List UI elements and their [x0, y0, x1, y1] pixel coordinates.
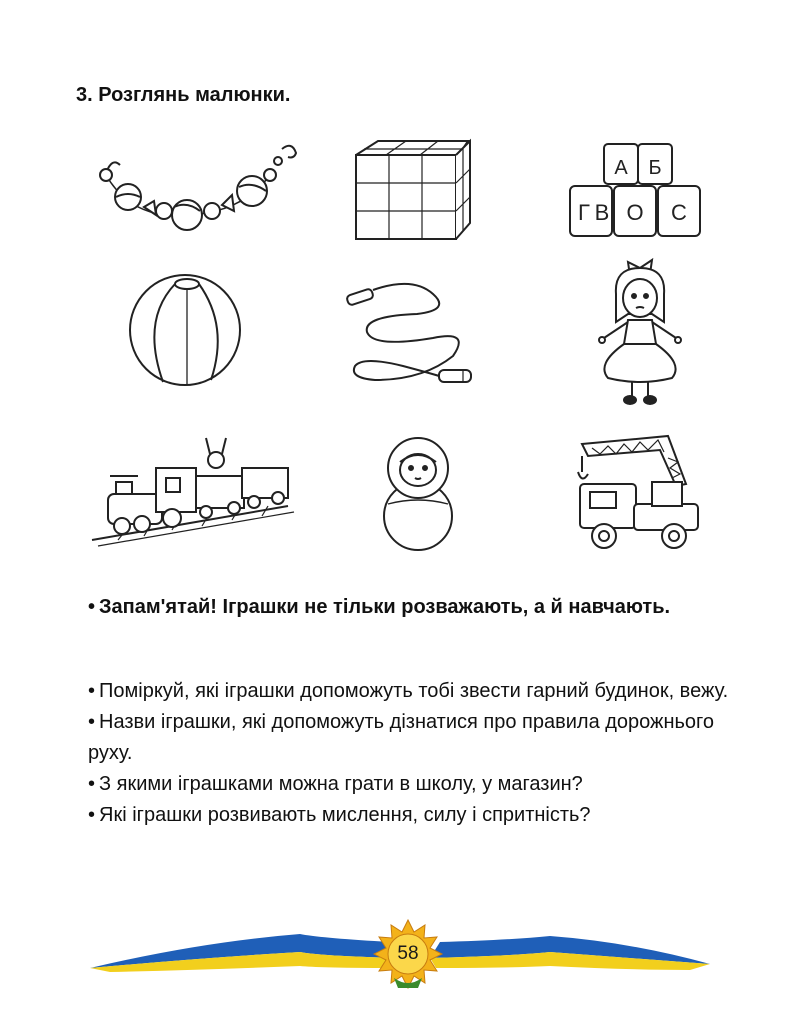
roly-poly-doll-picture: [378, 430, 458, 555]
block-letter: Б: [648, 157, 662, 179]
page-number: 58: [397, 943, 419, 964]
remember-text: Запам'ятай! Іграшки не тільки розважають, а й навчають.: [99, 596, 671, 618]
beads-picture: [92, 135, 302, 245]
block-letter: Г: [578, 200, 590, 225]
block-letter: С: [671, 200, 687, 225]
ball-picture: [125, 270, 245, 390]
block-letter: А: [614, 157, 628, 179]
question-item: [88, 769, 738, 800]
question-text: Назви іграшки, які допоможуть дізнатися про правила дорожнього руху.: [88, 711, 715, 764]
jump-rope-picture: [343, 276, 483, 396]
block-letter: В: [594, 200, 610, 225]
rubiks-cube-picture: [348, 135, 478, 245]
toy-train-picture: [88, 432, 303, 552]
bullet: •: [88, 680, 96, 702]
question-text: Поміркуй, які іграшки допоможуть тобі звести гарний будинок, вежу.: [99, 680, 729, 702]
bullet: •: [88, 773, 96, 795]
bullet: •: [88, 804, 96, 826]
question-text: Які іграшки розвивають мислення, силу і спритність?: [99, 804, 591, 826]
doll-picture: [590, 254, 690, 414]
block-letter: О: [626, 200, 644, 225]
question-list: [88, 676, 738, 831]
question-item: [88, 707, 738, 769]
question-item: [88, 800, 738, 831]
letter-blocks-picture: [566, 134, 706, 249]
task-heading: 3. Розглянь малюнки.: [76, 84, 291, 106]
bullet: •: [88, 596, 96, 618]
crane-truck-picture: [568, 428, 708, 558]
question-item: [88, 676, 738, 707]
bullet: •: [88, 711, 96, 733]
question-text: З якими іграшками можна грати в школу, у магазин?: [99, 773, 583, 795]
remember-note: [88, 592, 728, 622]
